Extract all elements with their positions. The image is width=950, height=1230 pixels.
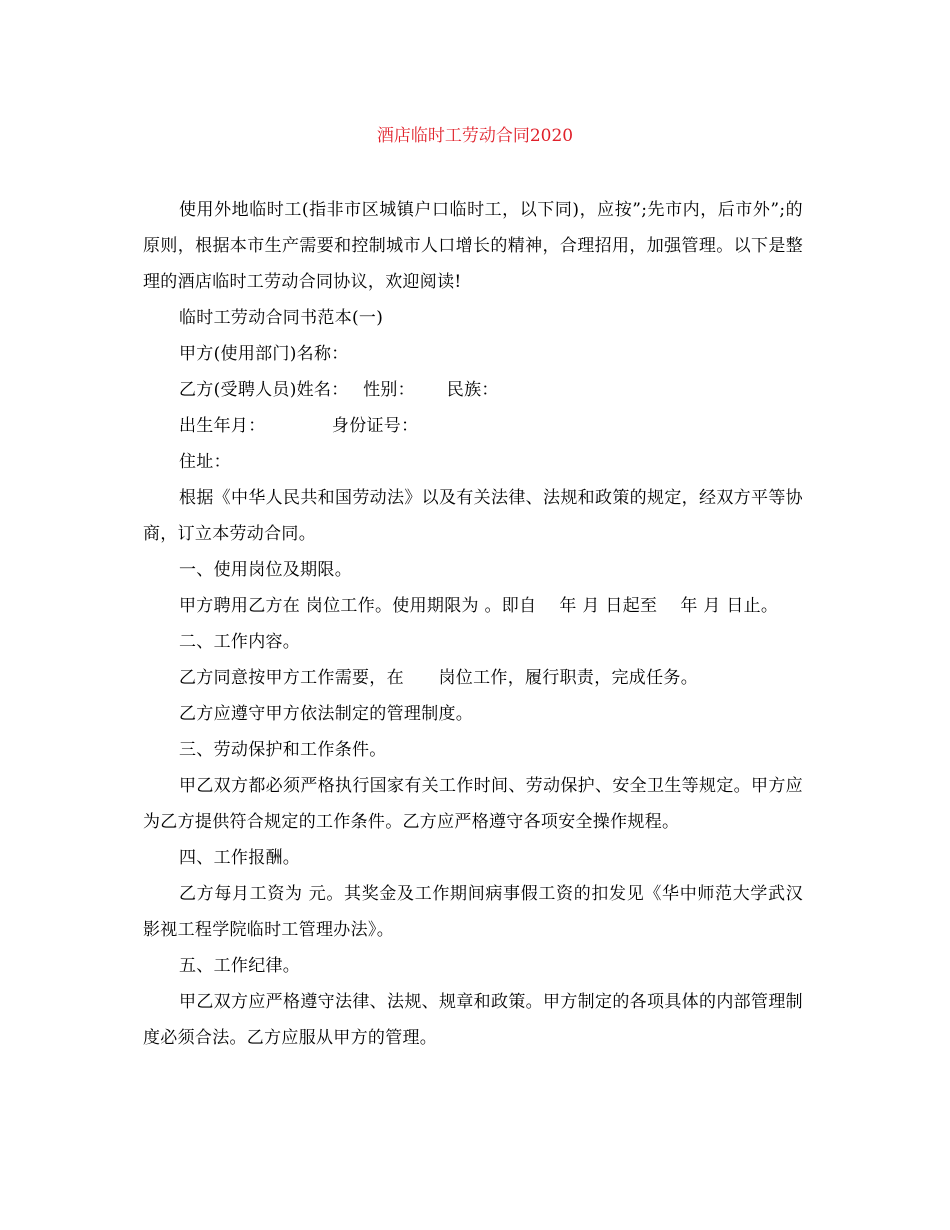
paragraph-party-a-name: 甲方(使用部门)名称： — [179, 344, 349, 364]
paragraph-labor-protection: 甲乙双方都必须严格执行国家有关工作时间、劳动保护、安全卫生等规定。甲方应为乙方提供符合规定的工作条件。乙方应严格遵守各项安全操作规程。 — [143, 776, 803, 832]
document-body — [143, 192, 803, 1056]
section-heading-3: 三、劳动保护和工作条件。 — [179, 740, 387, 760]
paragraph-discipline: 甲乙双方应严格遵守法律、法规、规章和政策。甲方制定的各项具体的内部管理制度必须合法。乙方应服从甲方的管理。 — [143, 992, 803, 1048]
section-heading-2: 二、工作内容。 — [179, 632, 301, 652]
paragraph-template-heading: 临时工劳动合同书范本(一) — [179, 308, 384, 328]
paragraph-intro: 使用外地临时工(指非市区城镇户口临时工，以下同)，应按”;先市内，后市外”;的原则，根据本市生产需要和控制城市人口增长的精神，合理招用，加强管理。以下是整理的酒店临时工劳动合同协议，欢迎阅读! — [143, 200, 803, 292]
paragraph-work-content: 乙方同意按甲方工作需要，在 岗位工作，履行职责，完成任务。 — [179, 668, 698, 688]
paragraph-rules: 乙方应遵守甲方依法制定的管理制度。 — [179, 704, 474, 724]
paragraph-address: 住址： — [179, 452, 231, 472]
document-title: 酒店临时工劳动合同2020 — [376, 126, 574, 146]
paragraph-birth-id: 出生年月： 身份证号： — [179, 416, 419, 436]
section-heading-4: 四、工作报酬。 — [179, 848, 301, 868]
paragraph-salary: 乙方每月工资为 元。其奖金及工作期间病事假工资的扣发见《华中师范大学武汉影视工程学院临时工管理办法》。 — [143, 884, 803, 940]
section-heading-5: 五、工作纪律。 — [179, 956, 301, 976]
paragraph-party-b-info: 乙方(受聘人员)姓名： 性别： 民族： — [179, 380, 499, 400]
section-heading-1: 一、使用岗位及期限。 — [179, 560, 352, 580]
paragraph-position-term: 甲方聘用乙方在 岗位工作。使用期限为 。即自 年 月 日起至 年 月 日止。 — [179, 596, 779, 616]
paragraph-legal-basis: 根据《中华人民共和国劳动法》以及有关法律、法规和政策的规定，经双方平等协商，订立本劳动合同。 — [143, 488, 803, 544]
